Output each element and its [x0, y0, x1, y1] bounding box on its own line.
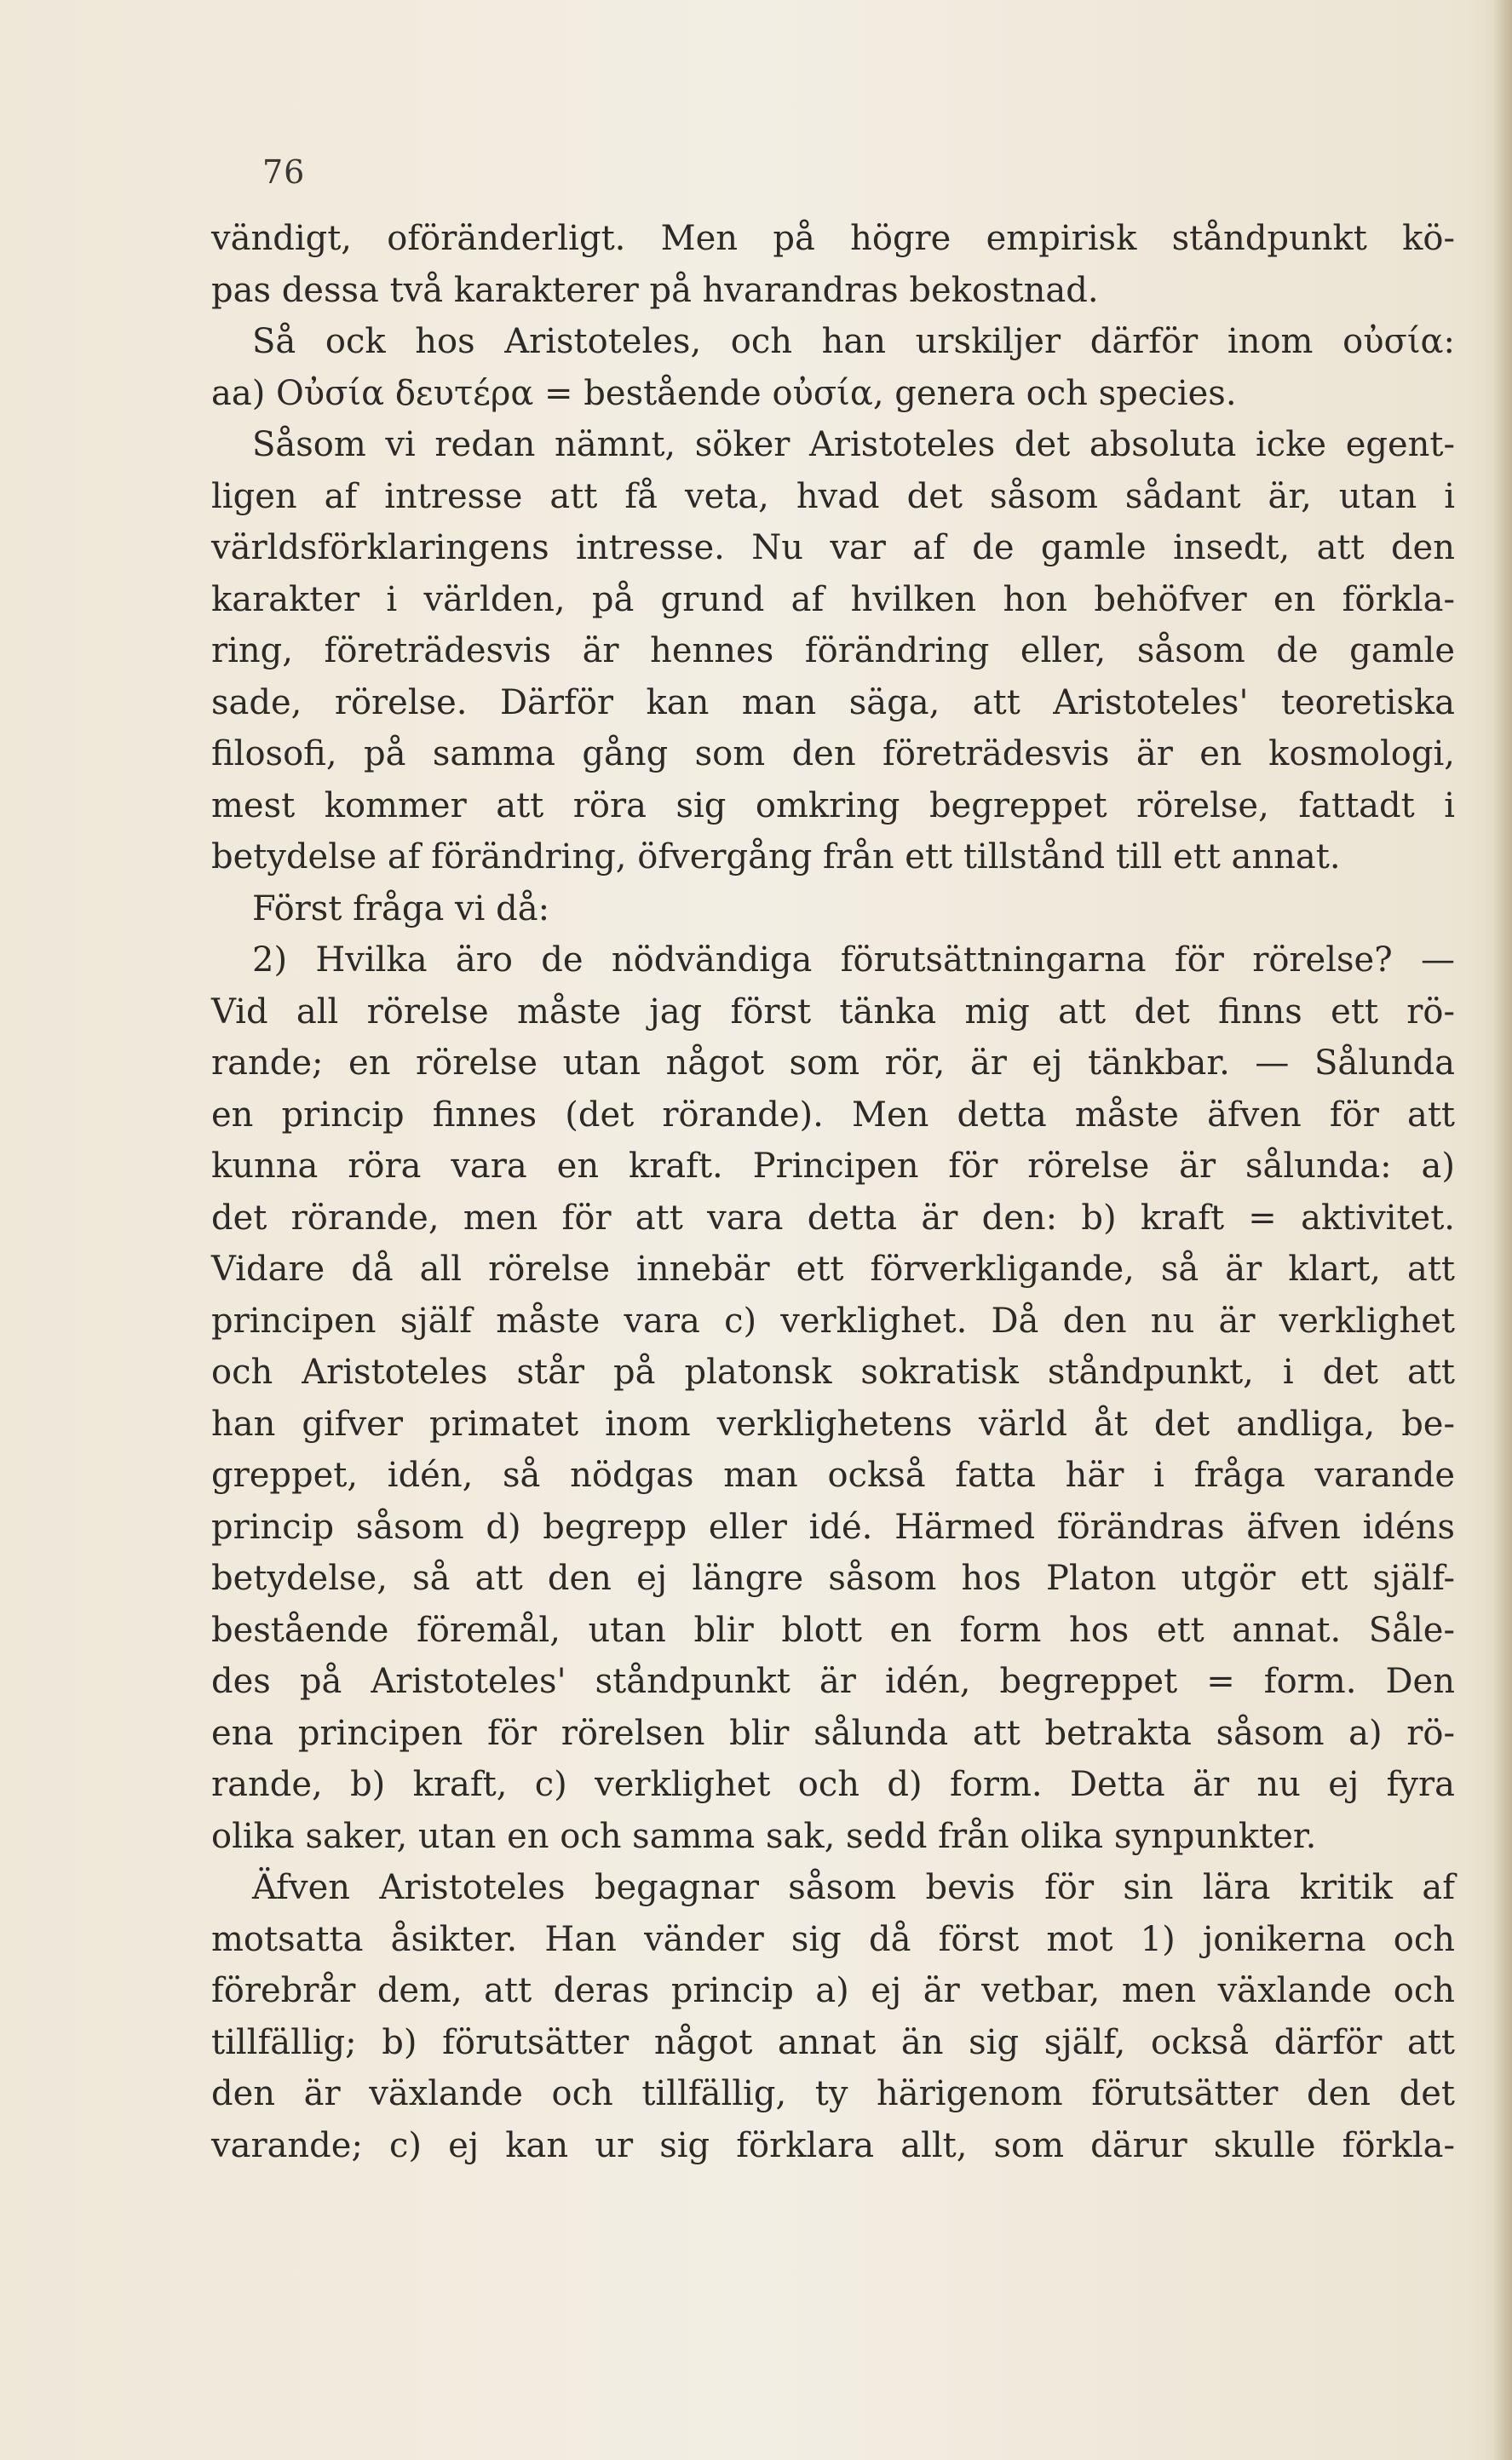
- text-line: världsförklaringens intresse. Nu var af de gamle insedt, att den: [211, 528, 1455, 567]
- text-line: filosofi, på samma gång som den företrädesvis är en kosmologi,: [211, 734, 1455, 773]
- text-line: karakter i världen, på grund af hvilken hon behöfver en förkla-: [211, 579, 1455, 619]
- text-line: rande, b) kraft, c) verklighet och d) form. Detta är nu ej fyra: [211, 1765, 1455, 1804]
- text-line: bestående föremål, utan blir blott en form hos ett annat. Såle-: [211, 1610, 1455, 1650]
- text-line: mest kommer att röra sig omkring begreppet rörelse, fattadt i: [211, 785, 1455, 825]
- text-line: Så ock hos Aristoteles, och han urskiljer därför inom οὐσία:: [252, 322, 1455, 361]
- text-line: aa) Οὐσία δευτέρα = bestående οὐσία, genera och species.: [211, 373, 1237, 413]
- text-line: des på Aristoteles' ståndpunkt är idén, begreppet = form. Den: [211, 1662, 1455, 1701]
- text-line: Vid all rörelse måste jag först tänka mig att det finns ett rö-: [211, 991, 1455, 1032]
- text-line: princip såsom d) begrepp eller idé. Härmed förändras äfven idéns: [211, 1507, 1455, 1547]
- text-line: betydelse, så att den ej längre såsom hos Platon utgör ett själf-: [211, 1559, 1455, 1598]
- text-line: han gifver primatet inom verklighetens värld åt det andliga, be-: [211, 1404, 1455, 1444]
- text-line: tillfällig; b) förutsätter något annat än sig själf, också därför att: [211, 2022, 1455, 2062]
- text-line: det rörande, men för att vara detta är den: b) kraft = aktivitet.: [211, 1198, 1455, 1238]
- text-line: Vidare då all rörelse innebär ett förverkligande, så är klart, att: [211, 1250, 1455, 1289]
- page-edge-shadow: [1493, 0, 1512, 2460]
- text-line: pas dessa två karakterer på hvarandras bekostnad.: [211, 270, 1099, 310]
- text-line: principen själf måste vara c) verklighet. Då den nu är verklighet: [211, 1301, 1455, 1341]
- text-line: olika saker, utan en och samma sak, sedd från olika synpunkter.: [211, 1816, 1317, 1856]
- text-line: ligen af intresse att få veta, hvad det såsom sådant är, utan i: [211, 476, 1455, 516]
- text-line: betydelse af förändring, öfvergång från ett tillstånd till ett annat.: [211, 837, 1341, 877]
- text-line: en princip finnes (det rörande). Men detta måste äfven för att: [211, 1095, 1455, 1135]
- text-line: Äfven Aristoteles begagnar såsom bevis för sin lära kritik af: [252, 1868, 1455, 1907]
- text-line: varande; c) ej kan ur sig förklara allt, som därur skulle förkla-: [211, 2125, 1455, 2165]
- text-line: och Aristoteles står på platonsk sokratisk ståndpunkt, i det att: [211, 1353, 1455, 1392]
- text-line: 2) Hvilka äro de nödvändiga förutsättningarna för rörelse? —: [252, 940, 1455, 980]
- text-line: sade, rörelse. Därför kan man säga, att Aristoteles' teoretiska: [211, 682, 1455, 722]
- text-line: kunna röra vara en kraft. Principen för rörelse är sålunda: a): [211, 1147, 1455, 1186]
- text-line: rande; en rörelse utan något som rör, är ej tänkbar. — Sålunda: [211, 1043, 1455, 1083]
- text-line: greppet, idén, så nödgas man också fatta här i fråga varande: [211, 1456, 1455, 1495]
- text-line: ring, företrädesvis är hennes förändring eller, såsom de gamle: [211, 631, 1455, 670]
- text-line: Såsom vi redan nämnt, söker Aristoteles det absoluta icke egent-: [252, 425, 1455, 464]
- text-line: vändigt, oföränderligt. Men på högre empirisk ståndpunkt kö-: [211, 219, 1455, 258]
- body-text: [211, 213, 1455, 2171]
- page-number: 76: [262, 153, 306, 191]
- text-line: motsatta åsikter. Han vänder sig då först mot 1) jonikerna och: [211, 1919, 1455, 1959]
- text-line: ena principen för rörelsen blir sålunda att betrakta såsom a) rö-: [211, 1713, 1455, 1753]
- text-line: förebrår dem, att deras princip a) ej är vetbar, men växlande och: [211, 1971, 1455, 2010]
- text-line: Först fråga vi då:: [252, 888, 550, 928]
- text-line: den är växlande och tillfällig, ty härigenom förutsätter den det: [211, 2074, 1455, 2113]
